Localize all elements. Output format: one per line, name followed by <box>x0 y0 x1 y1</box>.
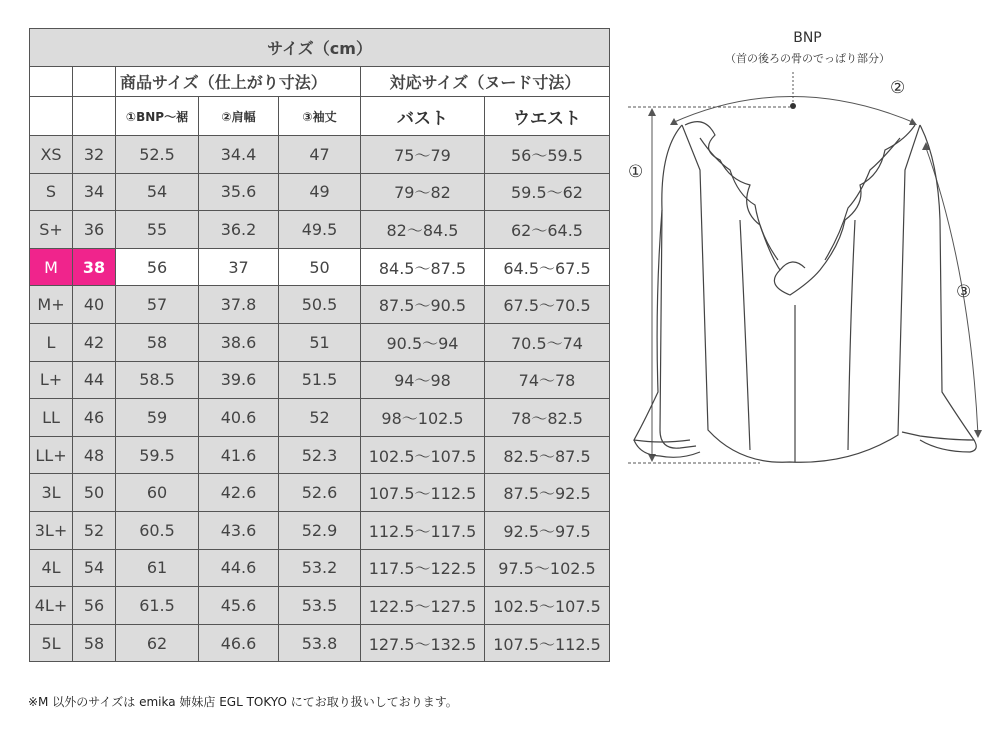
cell-sleeve: 50 <box>279 248 361 286</box>
cell-bust: 107.5〜112.5 <box>361 474 485 512</box>
table-row <box>30 436 610 474</box>
table-row <box>30 211 610 249</box>
size-table <box>29 28 610 662</box>
cell-waist: 59.5〜62 <box>485 173 610 211</box>
cell-bnp: 60.5 <box>116 511 199 549</box>
cell-bnp: 59 <box>116 399 199 437</box>
cell-sleeve: 52.3 <box>279 436 361 474</box>
cell-bust: 87.5〜90.5 <box>361 286 485 324</box>
cell-num: 36 <box>73 211 116 249</box>
marker-1: ① <box>628 162 644 182</box>
cell-shoulder: 43.6 <box>199 511 279 549</box>
table-row <box>30 361 610 399</box>
table-title-row <box>30 29 610 67</box>
bnp-point <box>790 103 796 109</box>
cell-waist: 56〜59.5 <box>485 136 610 174</box>
col-waist-header: ウエスト <box>485 97 610 136</box>
cell-size: S <box>30 173 73 211</box>
cell-num: 50 <box>73 474 116 512</box>
cell-sleeve: 52.9 <box>279 511 361 549</box>
cell-sleeve: 52.6 <box>279 474 361 512</box>
empty-cell <box>73 67 116 97</box>
cell-size: LL <box>30 399 73 437</box>
cell-waist: 102.5〜107.5 <box>485 587 610 625</box>
marker-2: ② <box>890 78 906 98</box>
cell-sleeve: 53.5 <box>279 587 361 625</box>
cell-size: S+ <box>30 211 73 249</box>
cell-sleeve: 53.2 <box>279 549 361 587</box>
cell-bnp: 52.5 <box>116 136 199 174</box>
cell-shoulder: 35.6 <box>199 173 279 211</box>
cell-bust: 90.5〜94 <box>361 323 485 361</box>
cell-size: XS <box>30 136 73 174</box>
cell-waist: 82.5〜87.5 <box>485 436 610 474</box>
bnp-note: （首の後ろの骨のでっぱり部分） <box>725 52 890 65</box>
group-nude-header: 対応サイズ（ヌード寸法） <box>361 67 610 97</box>
cell-num: 32 <box>73 136 116 174</box>
cell-bust: 82〜84.5 <box>361 211 485 249</box>
table-row <box>30 549 610 587</box>
cell-bnp: 62 <box>116 624 199 662</box>
cell-sleeve: 49 <box>279 173 361 211</box>
blouse-illustration-icon <box>620 20 995 480</box>
cell-bust: 84.5〜87.5 <box>361 248 485 286</box>
cell-bust: 102.5〜107.5 <box>361 436 485 474</box>
cell-size: LL+ <box>30 436 73 474</box>
cell-sleeve: 49.5 <box>279 211 361 249</box>
cell-size: 4L+ <box>30 587 73 625</box>
table-title: サイズ（cm） <box>30 29 610 67</box>
cell-bust: 127.5〜132.5 <box>361 624 485 662</box>
cell-num: 48 <box>73 436 116 474</box>
cell-shoulder: 37 <box>199 248 279 286</box>
cell-size: 3L <box>30 474 73 512</box>
table-group-row <box>30 67 610 97</box>
cell-num: 56 <box>73 587 116 625</box>
cell-bust: 122.5〜127.5 <box>361 587 485 625</box>
cell-bnp: 57 <box>116 286 199 324</box>
cell-bnp: 59.5 <box>116 436 199 474</box>
cell-shoulder: 34.4 <box>199 136 279 174</box>
cell-shoulder: 38.6 <box>199 323 279 361</box>
cell-num: 44 <box>73 361 116 399</box>
cell-bnp: 61 <box>116 549 199 587</box>
cell-bust: 79〜82 <box>361 173 485 211</box>
empty-cell <box>30 97 73 136</box>
empty-cell <box>30 67 73 97</box>
cell-waist: 87.5〜92.5 <box>485 474 610 512</box>
cell-size: 4L <box>30 549 73 587</box>
cell-bnp: 56 <box>116 248 199 286</box>
cell-bnp: 55 <box>116 211 199 249</box>
cell-bnp: 58.5 <box>116 361 199 399</box>
table-row <box>30 173 610 211</box>
cell-waist: 67.5〜70.5 <box>485 286 610 324</box>
cell-bust: 98〜102.5 <box>361 399 485 437</box>
footnote: ※M 以外のサイズは emika 姉妹店 EGL TOKYO にてお取り扱いしております。 <box>28 695 458 709</box>
col-sleeve-header: ③袖丈 <box>279 97 361 136</box>
col-shoulder-header: ②肩幅 <box>199 97 279 136</box>
cell-size: L <box>30 323 73 361</box>
cell-waist: 64.5〜67.5 <box>485 248 610 286</box>
bnp-label: BNP <box>793 30 822 46</box>
col-bnp-header: ①BNP〜裾 <box>116 97 199 136</box>
cell-shoulder: 37.8 <box>199 286 279 324</box>
cell-waist: 97.5〜102.5 <box>485 549 610 587</box>
cell-num: 40 <box>73 286 116 324</box>
table-row <box>30 624 610 662</box>
cell-sleeve: 47 <box>279 136 361 174</box>
cell-sleeve: 53.8 <box>279 624 361 662</box>
cell-sleeve: 52 <box>279 399 361 437</box>
cell-bnp: 58 <box>116 323 199 361</box>
cell-shoulder: 44.6 <box>199 549 279 587</box>
cell-bust: 94〜98 <box>361 361 485 399</box>
cell-size: L+ <box>30 361 73 399</box>
cell-num: 54 <box>73 549 116 587</box>
table-row <box>30 286 610 324</box>
cell-shoulder: 45.6 <box>199 587 279 625</box>
cell-sleeve: 51.5 <box>279 361 361 399</box>
cell-waist: 70.5〜74 <box>485 323 610 361</box>
table-row <box>30 248 610 286</box>
table-row <box>30 511 610 549</box>
cell-shoulder: 41.6 <box>199 436 279 474</box>
cell-waist: 92.5〜97.5 <box>485 511 610 549</box>
cell-num: 52 <box>73 511 116 549</box>
cell-shoulder: 36.2 <box>199 211 279 249</box>
cell-shoulder: 40.6 <box>199 399 279 437</box>
table-row <box>30 474 610 512</box>
cell-bnp: 60 <box>116 474 199 512</box>
cell-bust: 117.5〜122.5 <box>361 549 485 587</box>
cell-size: 3L+ <box>30 511 73 549</box>
cell-num: 58 <box>73 624 116 662</box>
cell-num: 46 <box>73 399 116 437</box>
cell-waist: 62〜64.5 <box>485 211 610 249</box>
cell-num: 38 <box>73 248 116 286</box>
table-body <box>30 136 610 662</box>
cell-size: M <box>30 248 73 286</box>
cell-shoulder: 39.6 <box>199 361 279 399</box>
table-row <box>30 323 610 361</box>
cell-num: 42 <box>73 323 116 361</box>
cell-size: 5L <box>30 624 73 662</box>
cell-sleeve: 51 <box>279 323 361 361</box>
cell-bust: 112.5〜117.5 <box>361 511 485 549</box>
cell-num: 34 <box>73 173 116 211</box>
table-subheader-row <box>30 97 610 136</box>
cell-size: M+ <box>30 286 73 324</box>
cell-waist: 107.5〜112.5 <box>485 624 610 662</box>
cell-bust: 75〜79 <box>361 136 485 174</box>
blouse-outline <box>634 122 976 463</box>
cell-bnp: 54 <box>116 173 199 211</box>
cell-shoulder: 46.6 <box>199 624 279 662</box>
cell-shoulder: 42.6 <box>199 474 279 512</box>
cell-waist: 74〜78 <box>485 361 610 399</box>
cell-waist: 78〜82.5 <box>485 399 610 437</box>
marker-3: ③ <box>956 282 972 302</box>
table-row <box>30 587 610 625</box>
cell-sleeve: 50.5 <box>279 286 361 324</box>
group-product-header: 商品サイズ（仕上がり寸法） <box>116 67 361 97</box>
empty-cell <box>73 97 116 136</box>
col-bust-header: バスト <box>361 97 485 136</box>
table-row <box>30 399 610 437</box>
garment-diagram <box>620 20 995 480</box>
table-row <box>30 136 610 174</box>
cell-bnp: 61.5 <box>116 587 199 625</box>
